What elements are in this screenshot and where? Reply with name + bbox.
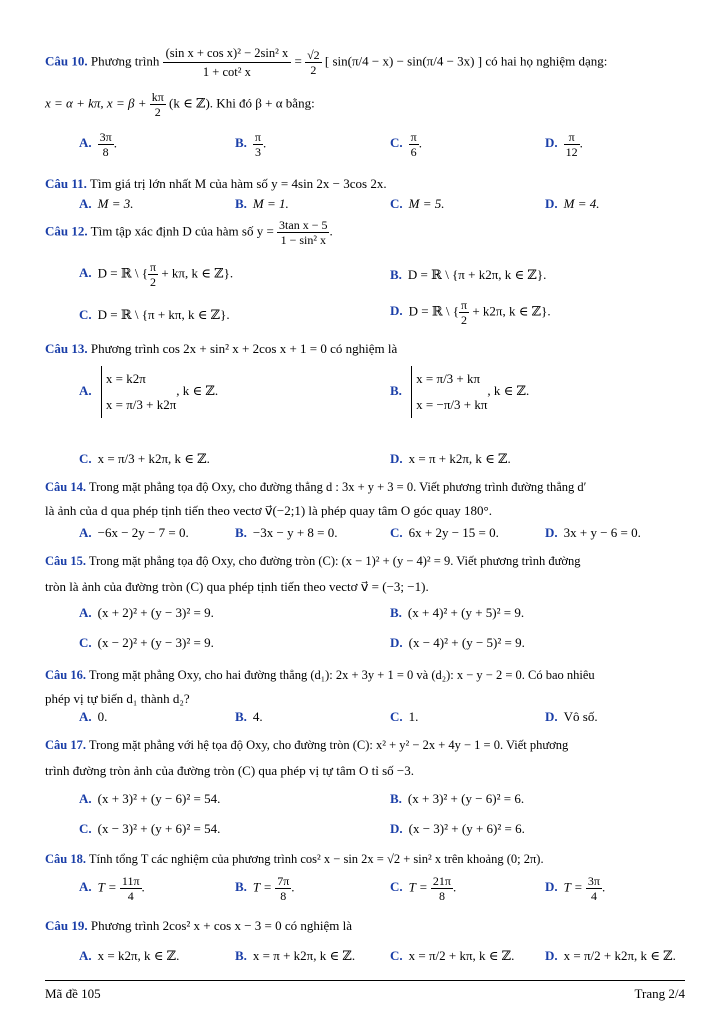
option-prefix: T = — [252, 879, 272, 895]
question-text: Phương trình 2cos² x + cos x − 3 = 0 có nghiệm là — [90, 918, 353, 933]
option-text: (x − 2)² + (y − 3)² = 9. — [97, 635, 214, 650]
option-b[interactable] — [235, 524, 338, 542]
option-key: B. — [235, 196, 247, 211]
option-b[interactable] — [390, 266, 546, 284]
option-key: B. — [235, 135, 247, 151]
option-text: −6x − 2y − 7 = 0. — [97, 525, 189, 540]
option-text: x = π + k2π, k ∈ ℤ. — [252, 948, 356, 963]
option-key: A. — [79, 605, 92, 620]
fraction-denominator: 6 — [410, 145, 417, 159]
fraction-denominator: 12 — [565, 145, 578, 159]
question-13 — [45, 340, 685, 474]
option-text: 1. — [408, 709, 419, 724]
page-number: Trang 2/4 — [634, 986, 685, 1001]
option-text: 0. — [97, 709, 108, 724]
option-key: A. — [79, 382, 92, 398]
option-text: (x + 4)² + (y + 5)² = 9. — [407, 605, 525, 620]
option-key: D. — [390, 303, 403, 319]
option-suffix: , k ∈ ℤ. — [487, 382, 530, 398]
fraction-numerator: 3π — [587, 874, 600, 888]
option-b[interactable] — [390, 604, 524, 622]
option-d[interactable] — [545, 195, 600, 213]
option-text: (x − 3)² + (y + 6)² = 54. — [97, 821, 221, 836]
exam-code: Mã đề 105 — [45, 986, 101, 1001]
option-fraction — [98, 130, 114, 159]
lhs-fraction — [163, 44, 292, 81]
option-key: C. — [79, 635, 92, 650]
option-text: 6x + 2y − 15 = 0. — [408, 525, 499, 540]
fraction-numerator: π — [461, 298, 468, 312]
option-c[interactable] — [390, 947, 514, 965]
question-intro: Phương trình — [90, 53, 160, 69]
option-c[interactable] — [390, 195, 445, 213]
option-key: B. — [390, 791, 402, 806]
fraction-denominator: 4 — [127, 889, 134, 903]
option-text: 4. — [252, 709, 263, 724]
question-label: Câu 16. — [45, 668, 86, 682]
option-text: (x − 3)² + (y + 6)² = 6. — [408, 821, 525, 836]
option-d[interactable] — [390, 298, 551, 327]
question-16 — [45, 666, 685, 726]
question-label: Câu 14. — [45, 480, 86, 494]
option-key: C. — [390, 879, 403, 895]
option-b[interactable]: B. T = $\frac{7\pi}{8}$ . — [235, 874, 295, 903]
option-text: M = 1. — [252, 196, 289, 211]
fraction-numerator: π — [254, 130, 261, 144]
option-suffix: + kπ, k ∈ ℤ}. — [161, 265, 234, 281]
question-label: Câu 19. — [45, 918, 88, 933]
option-d[interactable] — [545, 708, 598, 726]
fraction-numerator: 7π — [277, 874, 290, 888]
fraction-denominator: 3 — [254, 145, 261, 159]
option-key: A. — [79, 265, 92, 281]
question-label: Câu 17. — [45, 738, 86, 752]
option-a[interactable]: A. T = $\frac{11\pi}{4}$ . — [79, 874, 145, 903]
option-c[interactable] — [390, 524, 499, 542]
question-text: Tìm giá trị lớn nhất M của hàm số y = 4sin 2x − 3cos 2x. — [89, 176, 387, 191]
system-line-1: x = k2π — [105, 371, 146, 386]
option-key: C. — [390, 948, 403, 963]
option-key: D. — [545, 879, 558, 895]
option-key: D. — [545, 709, 558, 724]
fraction-numerator: 11π — [121, 874, 140, 888]
question-label: Câu 15. — [45, 554, 86, 568]
option-b[interactable] — [235, 195, 289, 213]
option-key: B. — [235, 948, 247, 963]
option-b[interactable] — [390, 790, 524, 808]
kpi-numerator: kπ — [151, 90, 164, 104]
question-label: Câu 18. — [45, 852, 86, 866]
kpi-fraction — [150, 90, 166, 119]
question-line-2: trình đường tròn ảnh của đường tròn (C) qua phép vị tự tâm O tỉ số −3. — [45, 763, 414, 778]
option-c[interactable] — [79, 634, 214, 652]
option-d[interactable] — [545, 524, 641, 542]
fraction-numerator: 3π — [99, 130, 112, 144]
option-fraction — [120, 874, 142, 903]
option-text: M = 3. — [97, 196, 134, 211]
fraction-numerator: π — [410, 130, 417, 144]
option-key: C. — [79, 307, 92, 322]
option-c[interactable] — [79, 450, 210, 468]
option-key: D. — [545, 948, 558, 963]
option-c[interactable]: C. $\frac{\pi}{6}$ . — [390, 130, 422, 159]
option-text: x = k2π, k ∈ ℤ. — [97, 948, 180, 963]
question-10: Câu 10. Phương trình $\frac{\text{(sin x + cos x)² − 2sin² x}}{\text{1 + cot² x}}$ = $\frac{√2}{2}$ [ sin(π/4 − x) − sin(π/4 − 3x) ] có hai họ nghiệm dạng: x = α + kπ, x = β + $\frac{k\pi}{2}$ (k ∈ ℤ). Khi đó β + α bằng: A. $\frac{3\pi}{8}$ . B. $\frac{\pi}{3}$ . C. $\frac{\pi}{6}$ . D. $\frac{\pi}{12}$ . — [45, 46, 608, 159]
option-text: (x + 2)² + (y − 3)² = 9. — [97, 605, 214, 620]
option-text: (x − 4)² + (y − 5)² = 9. — [408, 635, 525, 650]
option-key: A. — [79, 948, 92, 963]
option-a[interactable] — [79, 708, 107, 726]
question-label: Câu 11. — [45, 176, 87, 191]
question-label: Câu 10. — [45, 53, 88, 69]
option-d[interactable] — [390, 450, 511, 468]
question-18 — [45, 850, 685, 908]
question-label: Câu 13. — [45, 341, 88, 356]
system-line-1: x = π/3 + kπ — [416, 371, 481, 386]
option-text: x = π/2 + k2π, k ∈ ℤ. — [563, 948, 676, 963]
question-11 — [45, 175, 685, 213]
option-suffix: + k2π, k ∈ ℤ}. — [472, 303, 551, 319]
rhs-body: [ sin(π/4 − x) − sin(π/4 − 3x) ] — [324, 53, 483, 69]
option-text: (x + 3)² + (y − 6)² = 6. — [407, 791, 525, 806]
option-text: M = 4. — [563, 196, 600, 211]
option-key: D. — [545, 135, 558, 151]
option-key: A. — [79, 791, 92, 806]
question-intro: Tìm tập xác định D của hàm số y = — [90, 223, 274, 239]
question-14 — [45, 478, 685, 542]
option-key: C. — [390, 135, 403, 151]
option-text: D = ℝ \ {π + k2π, k ∈ ℤ}. — [407, 267, 547, 282]
option-key: A. — [79, 196, 92, 211]
option-a[interactable] — [79, 524, 189, 542]
question-19 — [45, 917, 685, 969]
question-line-2: tròn là ảnh của đường tròn (C) qua phép tịnh tiến theo vectơ v⃗ = (−3; −1). — [45, 579, 429, 594]
option-fraction — [275, 874, 291, 903]
option-c[interactable] — [390, 708, 418, 726]
option-d[interactable]: D. T = $\frac{3\pi}{4}$ . — [545, 874, 606, 903]
option-prefix: D = ℝ \ { — [408, 303, 460, 319]
lhs-numerator: (sin x + cos x)² − 2sin² x — [163, 44, 292, 63]
option-text: x = π/3 + k2π, k ∈ ℤ. — [97, 451, 210, 466]
fraction-denominator: 2 — [150, 275, 157, 289]
option-key: B. — [235, 525, 247, 540]
rhs-coef-denominator: 2 — [310, 63, 317, 77]
question-text: Tính tổng T các nghiệm của phương trình cos² x − sin 2x = √2 + sin² x trên khoảng (0; 2π). — [88, 852, 544, 866]
solution-system — [101, 366, 176, 418]
option-text: x = π/2 + kπ, k ∈ ℤ. — [408, 948, 515, 963]
solution-form: x = α + kπ, x = β + — [45, 95, 147, 111]
option-text: −3x − y + 8 = 0. — [252, 525, 338, 540]
option-a[interactable]: A. $\frac{3\pi}{8}$ . — [79, 130, 117, 159]
kpi-denominator: 2 — [154, 105, 161, 119]
option-d[interactable] — [390, 820, 525, 838]
question-prompt: (k ∈ ℤ). Khi đó β + α bằng: — [169, 95, 315, 111]
option-key: B. — [235, 709, 247, 724]
option-prefix: D = ℝ \ { — [97, 265, 149, 281]
fraction-denominator: 8 — [438, 889, 445, 903]
system-line-2: x = −π/3 + kπ — [416, 397, 488, 412]
option-key: B. — [390, 267, 402, 282]
question-label: Câu 12. — [45, 223, 88, 239]
option-key: D. — [390, 821, 403, 836]
option-key: C. — [390, 709, 403, 724]
option-key: C. — [79, 821, 92, 836]
footer-divider — [45, 980, 685, 981]
option-c[interactable] — [79, 306, 230, 324]
option-b[interactable]: B. $\frac{\pi}{3}$ . — [235, 130, 267, 159]
lhs-denominator: 1 + cot² x — [202, 65, 251, 79]
option-d[interactable] — [390, 634, 525, 652]
option-fraction — [586, 874, 602, 903]
question-tail: có hai họ nghiệm dạng: — [485, 53, 608, 69]
option-key: A. — [79, 525, 92, 540]
rhs-coefficient — [305, 48, 322, 77]
fraction-numerator: π — [150, 260, 157, 274]
option-text: Vô số. — [563, 709, 598, 724]
option-a[interactable] — [79, 604, 214, 622]
option-key: B. — [390, 382, 402, 398]
option-d[interactable] — [545, 947, 676, 965]
question-text: Phương trình cos 2x + sin² x + 2cos x + 1 = 0 có nghiệm là — [90, 341, 398, 356]
option-b[interactable] — [390, 366, 529, 418]
option-b[interactable] — [235, 708, 263, 726]
option-key: D. — [545, 525, 558, 540]
fraction-denominator: 1 − sin² x — [280, 233, 326, 247]
option-key: C. — [390, 196, 403, 211]
option-a[interactable] — [79, 195, 134, 213]
option-text: (x + 3)² + (y − 6)² = 54. — [97, 791, 221, 806]
fraction-numerator: π — [564, 130, 580, 145]
option-fraction — [564, 130, 580, 159]
option-c[interactable]: C. T = $\frac{21\pi}{8}$ . — [390, 874, 457, 903]
option-key: B. — [390, 605, 402, 620]
option-prefix: T = — [563, 879, 583, 895]
fraction-numerator: 21π — [432, 874, 451, 888]
option-key: D. — [390, 635, 403, 650]
question-line-2: phép vị tự biến d₁ thành d₂? — [45, 691, 190, 706]
option-key: A. — [79, 879, 92, 895]
option-text: M = 5. — [408, 196, 445, 211]
option-b[interactable] — [235, 947, 355, 965]
option-suffix: , k ∈ ℤ. — [176, 382, 219, 398]
question-17 — [45, 736, 685, 842]
fraction-denominator: 2 — [461, 313, 468, 327]
option-fraction — [459, 298, 469, 327]
question-line-2: là ảnh của d qua phép tịnh tiến theo vectơ v⃗(−2;1) là phép quay tâm O góc quay 180°. — [45, 503, 492, 518]
question-line-1: Trong mặt phẳng tọa độ Oxy, cho đường tròn (C): (x − 1)² + (y − 4)² = 9. Viết phương trình đường — [88, 554, 581, 568]
option-fraction — [148, 260, 158, 289]
option-a[interactable] — [79, 790, 220, 808]
function-fraction — [277, 218, 329, 247]
option-text: 3x + y − 6 = 0. — [563, 525, 641, 540]
option-key: B. — [235, 879, 247, 895]
option-prefix: T = — [97, 879, 117, 895]
option-c[interactable] — [79, 820, 220, 838]
rhs-coef-numerator: √2 — [307, 48, 320, 62]
option-a[interactable] — [79, 366, 218, 418]
option-fraction — [253, 130, 263, 159]
option-d[interactable]: D. $\frac{\pi}{12}$ . — [545, 130, 583, 159]
question-line-1: Trong mặt phẳng với hệ tọa độ Oxy, cho đường tròn (C): x² + y² − 2x + 4y − 1 = 0. Viết phương — [88, 738, 569, 752]
question-12: Câu 12. Tìm tập xác định D của hàm số y = $\frac{\text{3tan x − 5}}{\text{1 − sin² x}}$ . A. D = ℝ \ { $\frac{\pi}{2}$ + kπ, k ∈ ℤ}. B. D = ℝ \ {π + k2π, k ∈ ℤ}. C. D = ℝ \ {π + kπ, k ∈ ℤ}. D. D = ℝ \ { $\frac{\pi}{2}$ + k2π, k ∈ ℤ}. — [45, 218, 551, 327]
option-a[interactable] — [79, 260, 233, 289]
fraction-numerator: 3tan x − 5 — [279, 218, 328, 232]
solution-system — [411, 366, 487, 418]
option-key: D. — [390, 451, 403, 466]
option-key: C. — [390, 525, 403, 540]
option-key: A. — [79, 709, 92, 724]
system-line-2: x = π/3 + k2π — [105, 397, 177, 412]
option-key: C. — [79, 451, 92, 466]
fraction-denominator: 8 — [280, 889, 287, 903]
option-text: x = π + k2π, k ∈ ℤ. — [408, 451, 511, 466]
question-15 — [45, 552, 685, 658]
question-line-1: Trong mặt phẳng tọa độ Oxy, cho đường thẳng d : 3x + y + 3 = 0. Viết phương trình đường thẳng d′ — [88, 480, 587, 494]
fraction-denominator: 8 — [102, 145, 109, 159]
option-text: D = ℝ \ {π + kπ, k ∈ ℤ}. — [97, 307, 230, 322]
question-line-1: Trong mặt phẳng Oxy, cho hai đường thẳng (d₁): 2x + 3y + 1 = 0 và (d₂): x − y − 2 = 0. Có bao nhiêu — [88, 668, 595, 682]
option-key: A. — [79, 135, 92, 151]
option-key: D. — [545, 196, 558, 211]
fraction-denominator: 4 — [590, 889, 597, 903]
option-a[interactable] — [79, 947, 179, 965]
option-fraction — [431, 874, 453, 903]
option-prefix: T = — [408, 879, 428, 895]
option-fraction — [409, 130, 419, 159]
